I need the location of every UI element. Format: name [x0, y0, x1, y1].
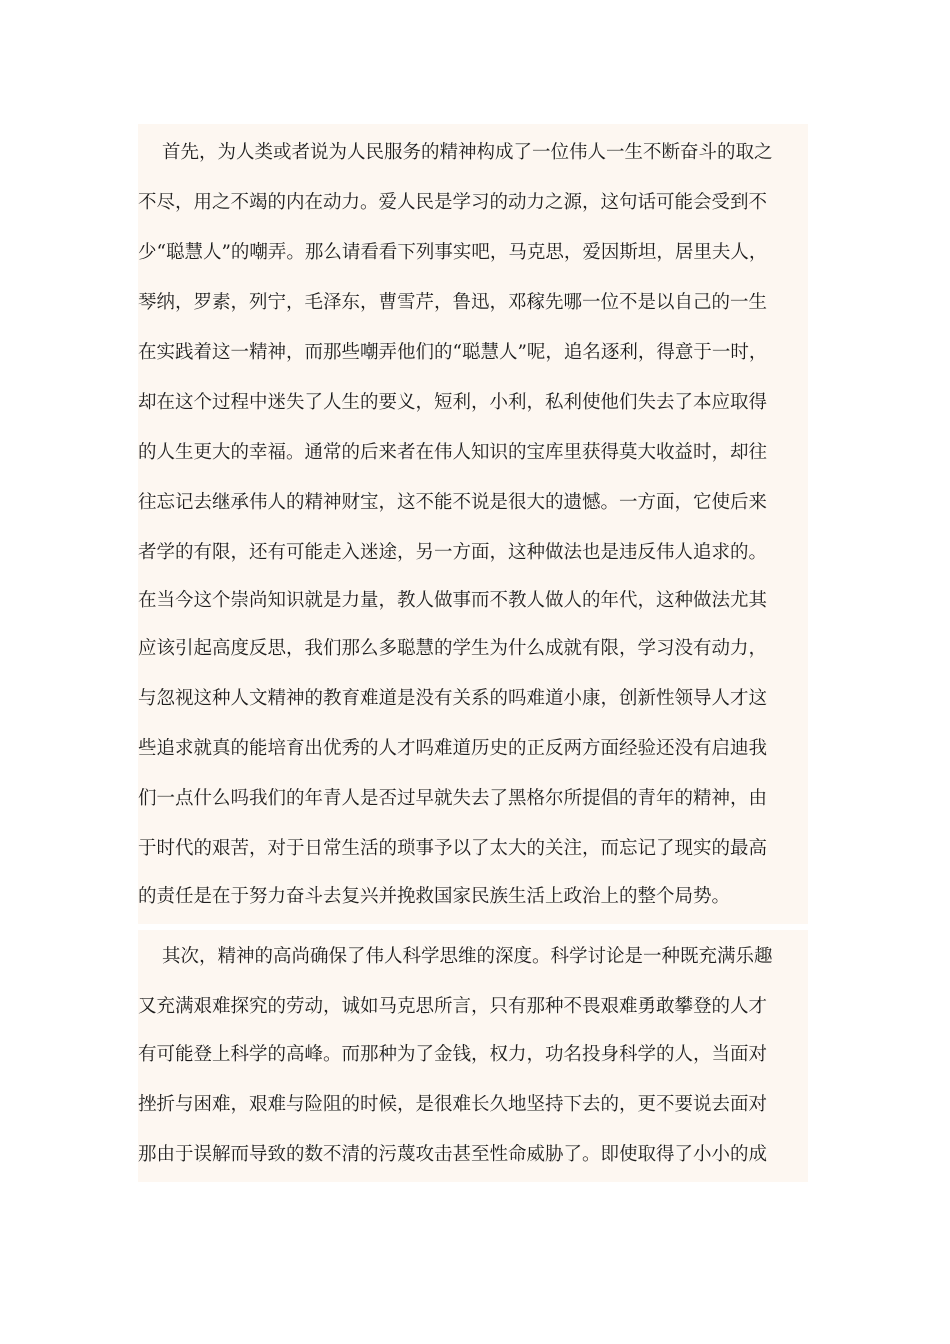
paragraph-line: 的人生更大的幸福。通常的后来者在伟人知识的宝库里获得莫大收益时，却往 [138, 442, 768, 463]
paragraph-line: 少“聪慧人”的嘲弄。那么请看看下列事实吧，马克思，爱因斯坦，居里夫人， [138, 242, 768, 263]
paragraph-line: 在实践着这一精神，而那些嘲弄他们的“聪慧人”呢，追名逐利，得意于一时， [138, 342, 768, 363]
paragraph-line: 琴纳，罗素，列宁，毛泽东，曹雪芹，鲁迅，邓稼先哪一位不是以自己的一生 [138, 292, 768, 313]
paragraph-line: 往忘记去继承伟人的精神财宝，这不能不说是很大的遗憾。一方面，它使后来 [138, 492, 768, 513]
paragraph-line: 其次，精神的高尚确保了伟人科学思维的深度。科学讨论是一种既充满乐趣 [162, 946, 773, 967]
paragraph-line: 却在这个过程中迷失了人生的要义，短利，小利，私利使他们失去了本应取得 [138, 392, 768, 413]
paragraph-line: 首先，为人类或者说为人民服务的精神构成了一位伟人一生不断奋斗的取之 [162, 142, 773, 163]
paragraph-line: 者学的有限，还有可能走入迷途，另一方面，这种做法也是违反伟人追求的。 [138, 542, 768, 563]
paragraph-2 [138, 930, 808, 1182]
paragraph-line: 应该引起高度反思，我们那么多聪慧的学生为什么成就有限，学习没有动力， [138, 638, 768, 659]
paragraph-line: 些追求就真的能培育出优秀的人才吗难道历史的正反两方面经验还没有启迪我 [138, 738, 768, 759]
paragraph-line: 的责任是在于努力奋斗去复兴并挽救国家民族生活上政治上的整个局势。 [138, 886, 731, 907]
paragraph-line: 有可能登上科学的高峰。而那种为了金钱，权力，功名投身科学的人，当面对 [138, 1044, 768, 1065]
paragraph-1 [138, 124, 808, 924]
paragraph-line: 们一点什么吗我们的年青人是否过早就失去了黑格尔所提倡的青年的精神，由 [138, 788, 768, 809]
paragraph-line: 与忽视这种人文精神的教育难道是没有关系的吗难道小康，创新性领导人才这 [138, 688, 768, 709]
paragraph-line: 不尽，用之不竭的内在动力。爱人民是学习的动力之源，这句话可能会受到不 [138, 192, 768, 213]
paragraph-line: 又充满艰难探究的劳动，诚如马克思所言，只有那种不畏艰难勇敢攀登的人才 [138, 996, 768, 1017]
paragraph-line: 在当今这个崇尚知识就是力量，教人做事而不教人做人的年代，这种做法尤其 [138, 590, 768, 611]
paragraph-line: 那由于误解而导致的数不清的污蔑攻击甚至性命威胁了。即使取得了小小的成 [138, 1144, 768, 1165]
paragraph-line: 于时代的艰苦，对于日常生活的琐事予以了太大的关注，而忘记了现实的最高 [138, 838, 768, 859]
paragraph-line: 挫折与困难，艰难与险阻的时候，是很难长久地坚持下去的，更不要说去面对 [138, 1094, 768, 1115]
